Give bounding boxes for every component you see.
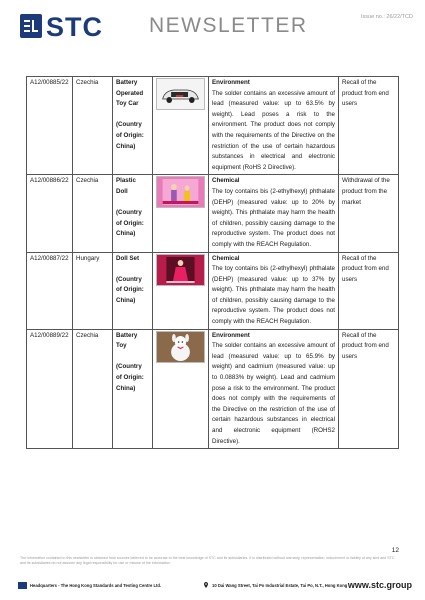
photo-cell <box>153 329 209 449</box>
page-header <box>0 0 425 48</box>
photo-cell <box>153 77 209 175</box>
country-cell <box>73 175 113 252</box>
stc-logo <box>20 12 132 42</box>
product-name-line: Operated <box>116 89 144 97</box>
risk-category: Chemical <box>212 254 240 262</box>
product-name-line: Plastic <box>116 177 136 185</box>
risk-description: The toy contains bis (2-ethylhexyl) phthalate (DEHP) (measured value: up to 37% by weight). This phthalate may harm the health of children, possibly causing damage to the reproductive system. The product does not comply with the REACH Regulation. <box>212 265 335 326</box>
product-cell <box>113 329 153 449</box>
recall-table <box>26 76 399 449</box>
website-link[interactable]: www.stc.group <box>347 580 412 590</box>
photo-cell <box>153 175 209 252</box>
origin-line: (Country <box>116 209 142 217</box>
origin-line: (Country <box>116 121 142 129</box>
footer-bar <box>18 580 412 592</box>
country-cell <box>73 329 113 449</box>
country-cell <box>73 77 113 175</box>
product-name-line: Toy <box>116 342 127 350</box>
plastic-doll-photo <box>156 176 205 208</box>
measure-text: Recall of the product from end users <box>342 254 389 283</box>
origin-line: China) <box>116 142 136 150</box>
description-cell <box>209 77 339 175</box>
reference-number: A12/00886/22 <box>30 177 69 185</box>
page-number: 12 <box>391 547 399 554</box>
measure-text: Withdrawal of the product from the market <box>342 177 390 206</box>
product-cell <box>113 175 153 252</box>
risk-category: Environment <box>212 79 250 86</box>
stc-logo-mark <box>20 14 42 38</box>
doll-set-photo <box>156 254 205 286</box>
headquarters-text: Headquarters - The Hong Kong Standards and Testing Centre Ltd. <box>30 583 162 588</box>
measure-cell <box>339 329 399 449</box>
reference-cell <box>27 252 73 329</box>
stc-emblem-icon <box>23 18 39 34</box>
origin-line: of Origin: <box>116 374 144 382</box>
logo-text: STC <box>46 12 103 42</box>
risk-category: Environment <box>212 331 250 339</box>
origin-line: of Origin: <box>116 219 144 227</box>
product-name-line: Doll Set <box>116 254 140 262</box>
country-cell <box>73 252 113 329</box>
table-row <box>27 252 399 329</box>
risk-description: The solder contains an excessive amount of lead (measured value: up to 63.5% by weight). Lead poses a risk to the environment. The product does not comply with the requirements of the Directive on the restriction of the use of certain hazardous substances in electrical and electronic equipment (RoHS 2 Directive). <box>212 89 335 171</box>
product-name-line: Doll <box>116 187 128 195</box>
reference-number: A12/00885/22 <box>30 79 69 86</box>
description-cell <box>209 175 339 252</box>
address-text: 10 Dai Wang Street, Tai Po Industrial Estate, Tai Po, N.T., Hong Kong <box>212 583 348 588</box>
origin-line: China) <box>116 296 136 304</box>
photo-cell <box>153 252 209 329</box>
origin-line: China) <box>116 384 136 392</box>
table-row <box>27 77 399 175</box>
product-name-line: Battery <box>116 331 138 339</box>
newsletter-title: NEWSLETTER <box>149 14 308 37</box>
toy-car-photo <box>156 78 205 110</box>
product-name-line: Toy Car <box>116 100 139 108</box>
table-row <box>27 329 399 449</box>
origin-line: (Country <box>116 363 142 371</box>
country-name: Czechia <box>76 331 99 339</box>
country-name: Czechia <box>76 177 99 185</box>
measure-text: Recall of the product from end users <box>342 331 389 360</box>
product-cell <box>113 77 153 175</box>
description-cell <box>209 252 339 329</box>
origin-line: of Origin: <box>116 131 144 139</box>
product-name-line: Battery <box>116 79 138 86</box>
measure-cell <box>339 77 399 175</box>
product-cell <box>113 252 153 329</box>
origin-line: (Country <box>116 275 142 283</box>
measure-cell <box>339 175 399 252</box>
reference-number: A12/00887/22 <box>30 254 69 262</box>
country-name: Czechia <box>76 79 99 86</box>
reference-cell <box>27 77 73 175</box>
risk-category: Chemical <box>212 177 240 185</box>
table-row <box>27 175 399 252</box>
reference-cell <box>27 175 73 252</box>
plush-toy-photo <box>156 331 205 363</box>
country-name: Hungary <box>76 254 100 262</box>
reference-cell <box>27 329 73 449</box>
risk-description: The solder contains an excessive amount of lead (measured value: up to 65.9% by weight) and cadmium (measured value: up to 0.0883% by weight). Lead and cadmium pose a risk to the environment. The product does not comply with the requirements of the Directive on the restriction of the use of certain hazardous substances in electrical and electronic equipment (ROHS2 Directive). <box>212 342 335 445</box>
origin-line: of Origin: <box>116 286 144 294</box>
measure-text: Recall of the product from end users <box>342 79 389 108</box>
origin-line: China) <box>116 230 136 238</box>
measure-cell <box>339 252 399 329</box>
disclaimer-text: The information contained in this newsletter is obtained from sources believed to be accurate to the best knowledge of STC and its subsidiaries. It is distributed without warranty, representation, inducement or liability of any kind and STC and its subsidiaries do not assume any legal responsibility for use or misuse of the information. <box>20 556 395 565</box>
reference-number: A12/00889/22 <box>30 331 69 339</box>
risk-description: The toy contains bis (2-ethylhexyl) phthalate (DEHP) (measured value: up to 20% by weight). This phthalate may harm the health of children, possibly causing damage to the reproductive system. The product does not comply with the REACH Regulation. <box>212 187 335 248</box>
issue-number: Issue no.: 26/22/TCD <box>361 14 413 20</box>
description-cell <box>209 329 339 449</box>
location-pin-icon <box>204 582 208 588</box>
footer-logo-icon <box>18 582 27 589</box>
